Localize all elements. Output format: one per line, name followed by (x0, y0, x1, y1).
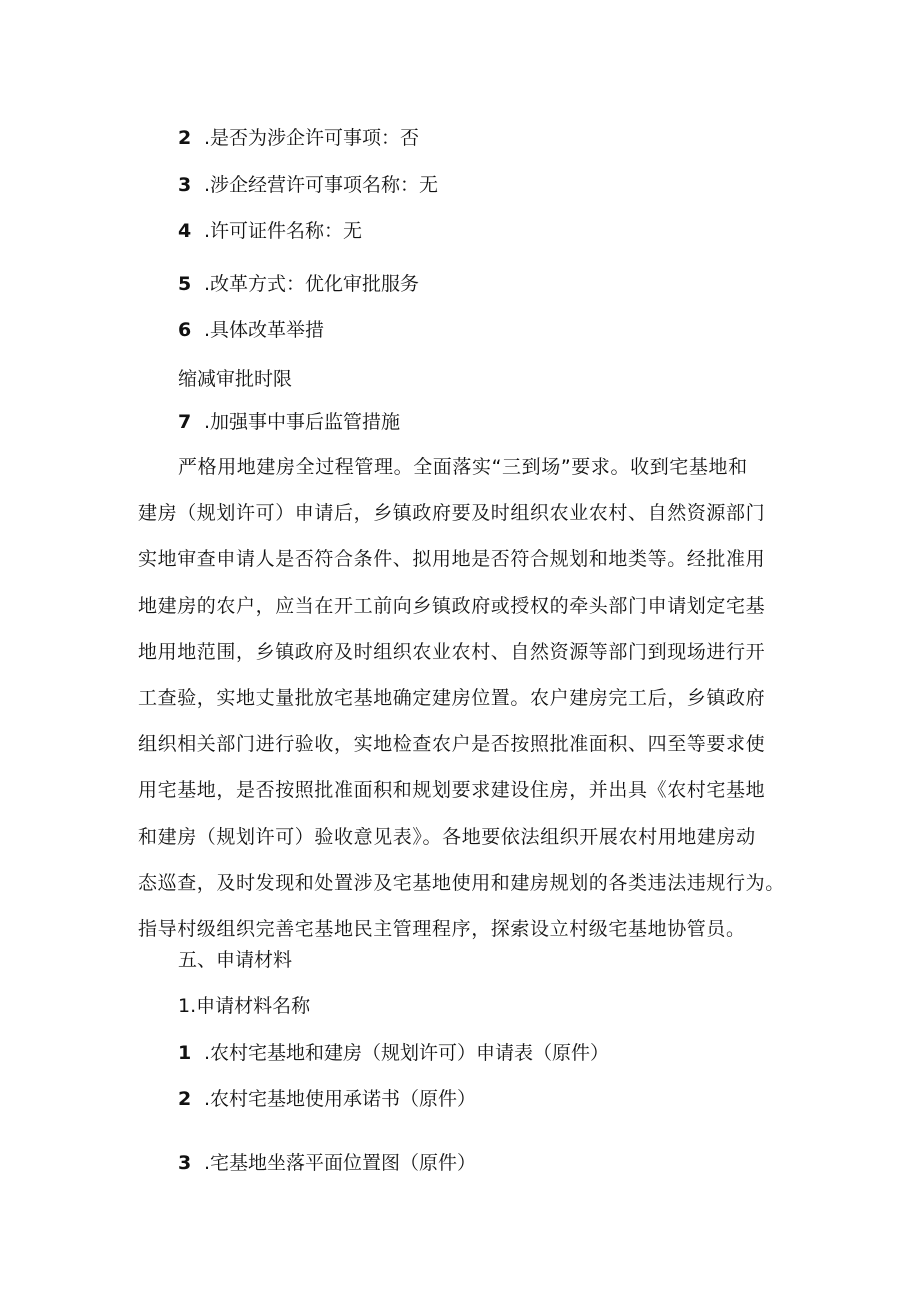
materials-heading: 1.申请材料名称 (178, 995, 311, 1017)
item-text: .加强事中事后监管措施 (204, 411, 401, 433)
item-text: .具体改革举措 (204, 319, 325, 341)
paragraph-line: 建房（规划许可）申请后，乡镇政府要及时组织农业农村、自然资源部门 (138, 502, 766, 525)
paragraph-line: 组织相关部门进行验收，实地检查农户是否按照批准面积、四至等要求使 (138, 733, 766, 756)
paragraph-line: 严格用地建房全过程管理。全面落实“三到场”要求。收到宅基地和 (178, 456, 748, 478)
list-item (178, 410, 400, 434)
paragraph-line: 指导村级组织完善宅基地民主管理程序，探索设立村级宅基地协管员。 (138, 918, 746, 941)
sub-heading: 缩减审批时限 (178, 368, 293, 390)
item-text: .农村宅基地使用承诺书（原件） (204, 1088, 477, 1110)
item-text: .许可证件名称：无 (204, 220, 363, 242)
list-item (178, 126, 419, 150)
item-text: .农村宅基地和建房（规划许可）申请表（原件） (204, 1042, 610, 1064)
item-number: 2 (178, 127, 192, 149)
material-item (178, 1041, 609, 1065)
paragraph-line: 实地审查申请人是否符合条件、拟用地是否符合规划和地类等。经批准用 (138, 548, 766, 571)
item-number: 4 (178, 220, 192, 242)
paragraph-line: 态巡查，及时发现和处置涉及宅基地使用和建房规划的各类违法违规行为。 (138, 871, 785, 894)
material-item (178, 1151, 476, 1175)
list-item (178, 318, 324, 342)
item-number: 6 (178, 319, 192, 341)
item-number: 3 (178, 1152, 192, 1174)
list-item (178, 173, 438, 197)
paragraph-line: 工查验，实地丈量批放宅基地确定建房位置。农户建房完工后，乡镇政府 (138, 687, 766, 710)
list-item (178, 272, 419, 296)
paragraph-line: 和建房（规划许可）验收意见表》。各地要依法组织开展农村用地建房动 (138, 825, 756, 848)
item-number: 3 (178, 174, 192, 196)
item-text: .宅基地坐落平面位置图（原件） (204, 1152, 477, 1174)
item-number: 1 (178, 1042, 192, 1064)
paragraph-line: 地用地范围，乡镇政府及时组织农业农村、自然资源等部门到现场进行开 (138, 640, 766, 663)
item-number: 7 (178, 411, 192, 433)
item-text: .是否为涉企许可事项：否 (204, 127, 420, 149)
item-text: .改革方式：优化审批服务 (204, 273, 420, 295)
item-number: 2 (178, 1088, 192, 1110)
list-item (178, 219, 362, 243)
material-item (178, 1087, 476, 1111)
item-number: 5 (178, 273, 192, 295)
section-heading: 五、申请材料 (178, 949, 293, 971)
paragraph-line: 用宅基地，是否按照批准面积和规划要求建设住房，并出具《农村宅基地 (138, 779, 766, 802)
item-text: .涉企经营许可事项名称：无 (204, 174, 439, 196)
body-paragraph (138, 444, 794, 952)
paragraph-line: 地建房的农户，应当在开工前向乡镇政府或授权的牵头部门申请划定宅基 (138, 594, 766, 617)
